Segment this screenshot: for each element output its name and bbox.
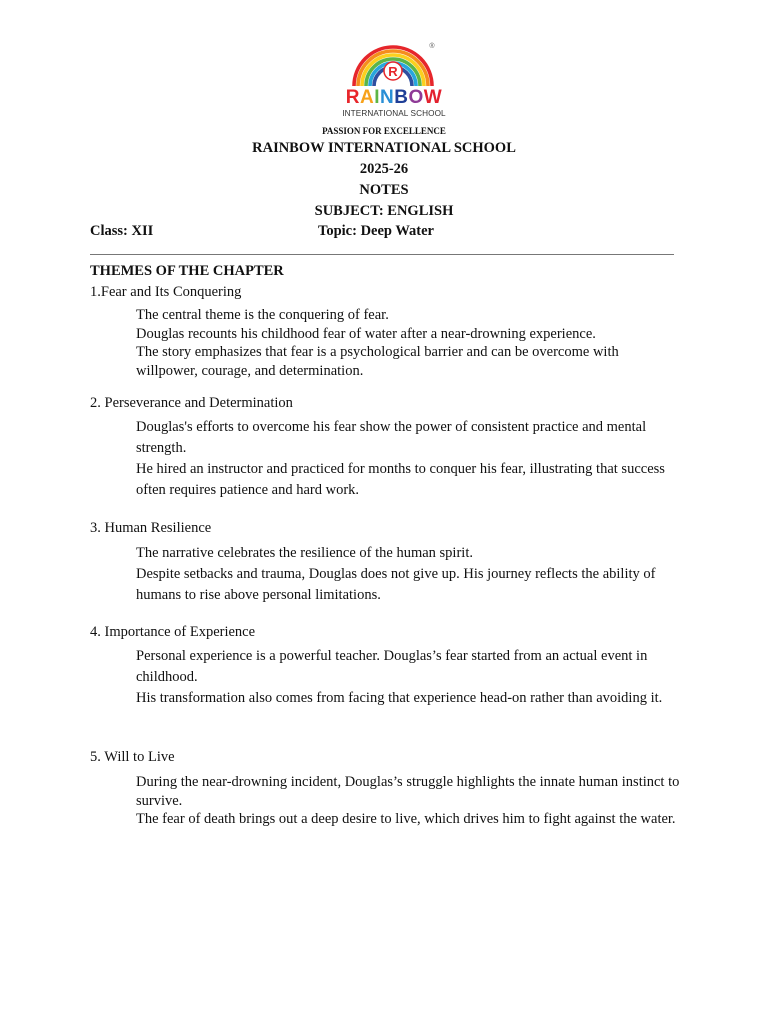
theme-heading: 4. Importance of Experience [90, 624, 256, 640]
logo-letter: O [408, 87, 424, 108]
logo-letter: A [360, 87, 375, 108]
theme-heading: 5. Will to Live [90, 749, 175, 765]
theme-body [136, 417, 681, 501]
logo-subtitle: INTERNATIONAL SCHOOL [342, 109, 446, 118]
theme-line: He hired an instructor and practiced for months to conquer his fear, illustrating that success often requires patience and hard work. [136, 461, 665, 498]
theme-heading: 2. Perseverance and Determination [90, 395, 293, 411]
theme-line: The narrative celebrates the resilience of the human spirit. [136, 545, 473, 561]
rainbow-arch-icon [328, 38, 458, 94]
theme-body [136, 543, 681, 606]
theme-heading: 3. Human Resilience [90, 520, 212, 536]
theme-line: His transformation also comes from facing that experience head-on rather than avoiding it. [136, 690, 663, 706]
theme-body [136, 646, 681, 709]
logo-letter: N [380, 87, 395, 108]
theme-line: Despite setbacks and trauma, Douglas does not give up. His journey reflects the ability of humans to rise above personal limitations. [136, 566, 656, 603]
theme-heading: 1.Fear and Its Conquering [90, 284, 242, 300]
theme-line: During the near-drowning incident, Douglas’s struggle highlights the innate human instinct to survive. [136, 774, 680, 809]
theme-body [136, 306, 681, 380]
class-label: Class: XII [90, 223, 154, 239]
logo-letter: B [394, 87, 409, 108]
registered-mark: ® [429, 43, 435, 50]
theme-line: The central theme is the conquering of fear. [136, 307, 389, 323]
topic-label: Topic: Deep Water [318, 223, 434, 239]
section-title: THEMES OF THE CHAPTER [90, 263, 284, 279]
logo-letter: R [345, 87, 361, 108]
subject-line: SUBJECT: ENGLISH [314, 203, 454, 219]
school-tagline: PASSION FOR EXCELLENCE [322, 126, 446, 136]
header-divider [90, 254, 674, 255]
theme-line: Douglas recounts his childhood fear of water after a near-drowning experience. [136, 325, 596, 342]
theme-line: The story emphasizes that fear is a psychological barrier and can be overcome with willpower, courage, and determination. [136, 344, 619, 379]
logo-wordmark [334, 88, 454, 108]
theme-line: Personal experience is a powerful teacher. Douglas’s fear started from an actual event in childhood. [136, 648, 648, 685]
logo-initial: R [388, 64, 398, 79]
school-name: RAINBOW INTERNATIONAL SCHOOL [252, 140, 516, 156]
logo-letter: W [423, 87, 443, 108]
school-logo [328, 38, 458, 134]
theme-line: The fear of death brings out a deep desire to live, which drives him to fight against the water. [136, 811, 676, 827]
theme-body [136, 773, 681, 829]
academic-year: 2025-26 [359, 161, 409, 177]
theme-line: Douglas's efforts to overcome his fear show the power of consistent practice and mental strength. [136, 419, 647, 456]
logo-letter: I [374, 87, 381, 108]
document-type: NOTES [359, 182, 409, 198]
